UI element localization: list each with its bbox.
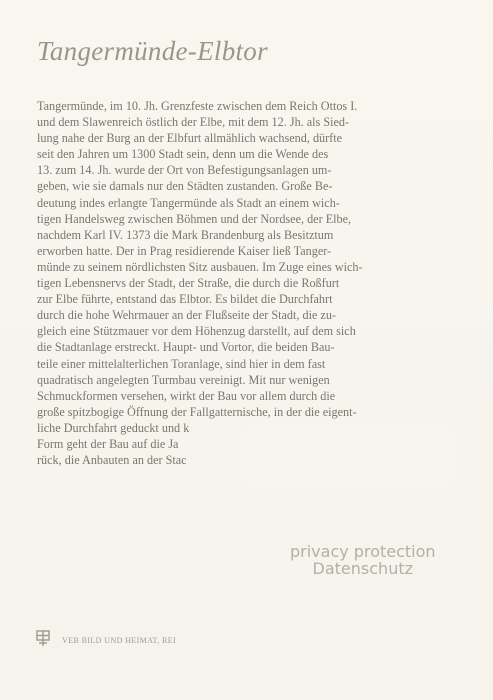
body-line: tigen Handelsweg zwischen Böhmen und der Nordsee, der Elbe,: [37, 211, 352, 226]
body-line-cropped: rück, die Anbauten an der Stac: [37, 453, 187, 468]
body-line: nachdem Karl IV. 1373 die Mark Brandenburg als Besitztum: [37, 227, 334, 242]
body-line: Tangermünde, im 10. Jh. Grenzfeste zwischen dem Reich Ottos I.: [37, 99, 358, 113]
body-line: die Stadtanlage erstreckt. Haupt- und Vortor, die beiden Bau-: [37, 340, 335, 355]
privacy-watermark-line2: Datenschutz: [312, 559, 413, 578]
body-line: gleich eine Stützmauer vor dem Höhenzug darstellt, auf dem sich: [37, 324, 356, 339]
body-line: erworben hatte. Der in Prag residierende Kaiser ließ Tanger-: [37, 243, 332, 258]
body-line: seit den Jahren um 1300 Stadt sein, denn um die Wende des: [37, 147, 329, 162]
privacy-blank-area: [243, 428, 453, 484]
body-line: geben, wie sie damals nur den Städten zustanden. Große Be-: [37, 179, 333, 194]
body-line-cropped: Form geht der Bau auf die Ja: [37, 436, 179, 451]
body-text: [37, 98, 437, 468]
body-line: münde zu seinem nördlichsten Sitz ausbauen. Im Zuge eines wich-: [37, 259, 363, 274]
body-line: durch die hohe Wehrmauer an der Flußseite der Stadt, die zu-: [37, 308, 336, 323]
body-line: zur Elbe führte, entstand das Elbtor. Es bildet die Durchfahrt: [37, 292, 333, 307]
body-line: deutung indes erlangte Tangermünde als Stadt an einem wich-: [37, 195, 340, 210]
publisher-imprint: VEB BILD UND HEIMAT, REI: [62, 636, 177, 645]
privacy-watermark-line1: privacy protection: [290, 542, 436, 561]
publisher-logo-icon: [35, 629, 51, 647]
body-line: große spitzbogige Öffnung der Fallgatternische, in der die eigent-: [37, 404, 357, 419]
body-line: teile einer mittelalterlichen Toranlage, sind hier in dem fast: [37, 356, 326, 371]
privacy-watermark: [290, 543, 436, 577]
body-line: tigen Lebensnervs der Stadt, der Straße, die durch die Roßfurt: [37, 276, 340, 291]
body-line-cropped: liche Durchfahrt geduckt und k: [37, 420, 190, 435]
body-line: Schmuckformen versehen, wirkt der Bau vor allem durch die: [37, 388, 336, 403]
body-line: quadratisch angelegten Turmbau vereinigt. Mit nur wenigen: [37, 372, 330, 387]
body-line: und dem Slawenreich östlich der Elbe, mit dem 12. Jh. als Sied-: [37, 115, 350, 130]
body-line: lung nahe der Burg an der Elbfurt allmählich wachsend, dürfte: [37, 131, 343, 146]
document-title: Tangermünde-Elbtor: [37, 36, 268, 66]
body-line: 13. zum 14. Jh. wurde der Ort von Befestigungsanlagen um-: [37, 163, 332, 178]
